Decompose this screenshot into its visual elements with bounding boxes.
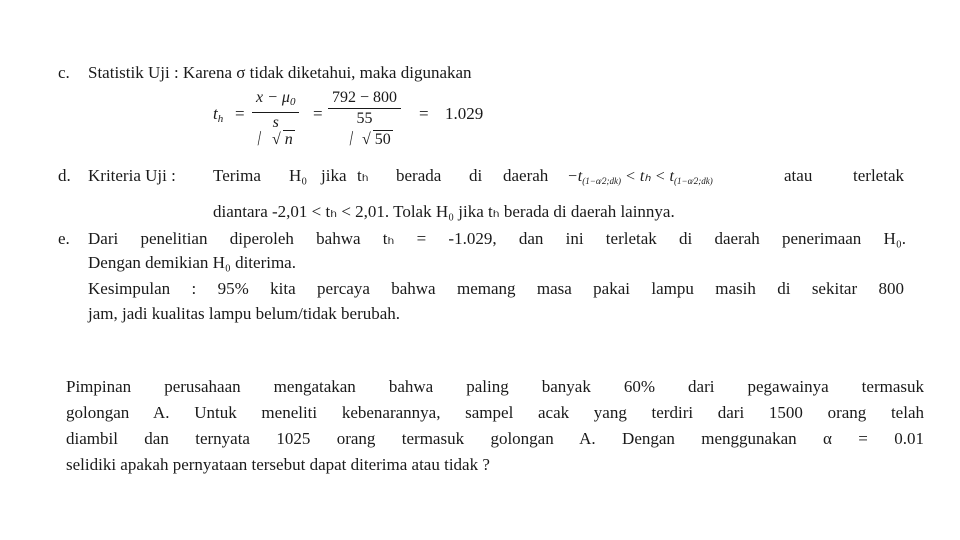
division-slash: ∕ [253,128,265,148]
item-d-word: jika [321,166,347,185]
item-d-word: H₀ [289,166,308,185]
item-e-label: e. [58,229,70,248]
question-line: diambil dan ternyata 1025 orang termasuk golongan A. Dengan menggunakan α = 0.01 [66,429,924,448]
formula-lhs: $t_h$ [213,104,224,125]
formula-fraction-1: $x - \mu_0$ s [252,88,299,133]
item-d-line2: diantara -2,01 < tₕ < 2,01. Tolak H₀ jika tₕ berada di daerah lainnya. [213,202,675,221]
question-line: selidiki apakah pernyataan tersebut dapat diterima atau tidak ? [66,455,490,474]
item-d-criteria-title: Kriteria Uji : [88,166,176,185]
item-d-tail: atau terletak [784,166,904,185]
critical-region-expression: $-t_{(1-\alpha⁄2;dk)} < t_h < t_{(1-\alpha⁄2;dk)}$ [567,168,713,186]
item-d-label: d. [58,166,71,185]
division-slash: ∕ [345,128,357,148]
sqrt-n: √ n [272,131,293,148]
item-e-line3: Kesimpulan : 95% kita percaya bahwa memang masa pakai lampu masih di sekitar 800 [88,279,904,298]
item-c-label: c. [58,63,70,82]
item-d-word: berada [396,166,442,185]
item-e-line4: jam, jadi kualitas lampu belum/tidak berubah. [88,304,401,323]
item-e-line2: Dengan demikian H₀ diterima. [88,253,296,272]
formula-fraction-2: 792 − 800 55 [328,88,401,129]
item-e-line1: Dari penelitian diperoleh bahwa tₕ = -1.029, dan ini terletak di daerah penerimaan H₀. [88,229,906,248]
item-d-word: di [469,166,483,185]
formula-result: 1.029 [445,104,484,123]
item-d-word: tₕ [357,166,369,185]
question-paragraph [66,376,924,476]
item-c-text: Statistik Uji : Karena σ tidak diketahui, maka digunakan [88,63,472,82]
item-d-word: Terima [213,166,261,185]
question-line: golongan A. Untuk meneliti kebenarannya, sampel acak yang terdiri dari 1500 orang telah [66,403,924,422]
question-line: Pimpinan perusahaan mengatakan bahwa paling banyak 60% dari pegawainya termasuk [66,377,924,396]
item-d-word: daerah [503,166,549,185]
sqrt-50: √ 50 [362,131,391,148]
